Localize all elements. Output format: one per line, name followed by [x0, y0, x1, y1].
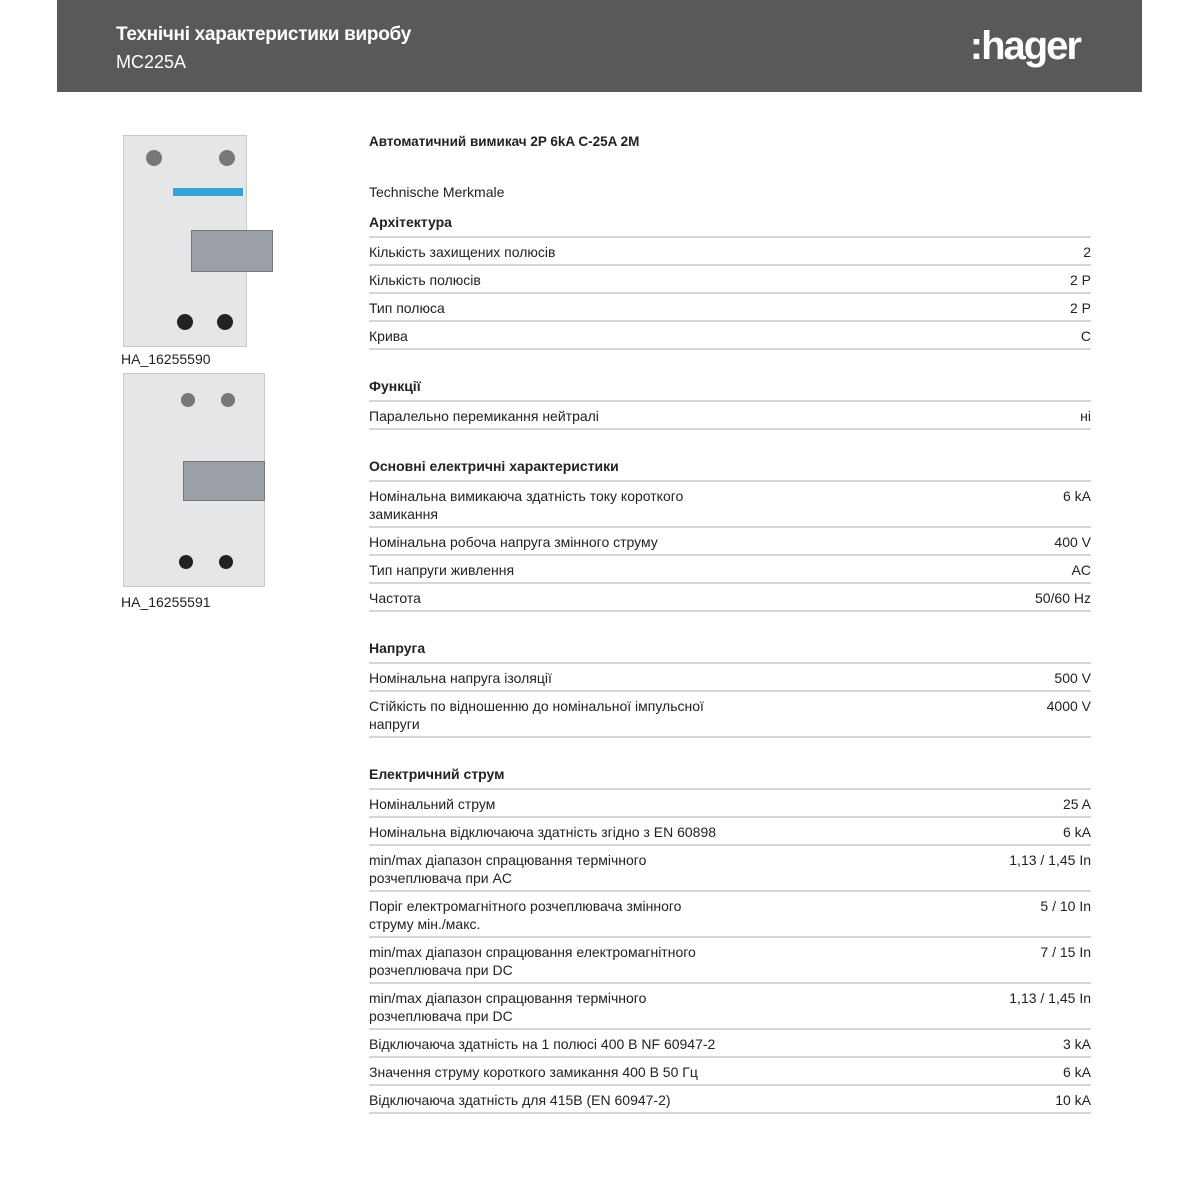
spec-value: 2 P	[1069, 300, 1091, 316]
hager-logo: :hager	[969, 24, 1080, 68]
spec-label: Тип напруги живлення	[369, 562, 515, 578]
product-image-angle	[121, 373, 271, 588]
spec-value: 1,13 / 1,45 In	[1009, 990, 1091, 1006]
spec-label: Тип полюса	[369, 300, 445, 316]
spec-row	[369, 1030, 1091, 1058]
spec-value: 2 P	[1069, 272, 1091, 288]
spec-value: 3 kA	[1062, 1036, 1091, 1052]
spec-row	[369, 892, 1091, 938]
spec-row	[369, 1086, 1091, 1114]
spec-row	[369, 238, 1091, 266]
spec-label: Значення струму короткого замикання 400 В 50 Гц	[369, 1064, 698, 1080]
spec-row	[369, 584, 1091, 612]
spec-label: Номінальна робоча напруга змінного струму	[369, 534, 658, 550]
spec-row	[369, 692, 1091, 738]
spec-content	[369, 134, 1091, 1114]
spec-row	[369, 294, 1091, 322]
product-code: MC225A	[116, 52, 187, 72]
section-heading: Основні електричні характеристики	[369, 448, 1091, 482]
section-heading: Функції	[369, 368, 1091, 402]
product-image-front	[121, 130, 271, 345]
spec-value: 500 V	[1054, 670, 1091, 686]
spec-label: min/max діапазон спрацювання електромагнітного розчеплювача при DC	[369, 944, 696, 978]
spec-row	[369, 938, 1091, 984]
spec-row	[369, 664, 1091, 692]
spec-row	[369, 818, 1091, 846]
header-bar	[57, 0, 1142, 92]
spec-label: Номінальна напруга ізоляції	[369, 670, 552, 686]
spec-value: 1,13 / 1,45 In	[1009, 852, 1091, 868]
spec-value: 6 kA	[1062, 488, 1091, 504]
header-title: Технічні характеристики виробу	[116, 24, 411, 45]
spec-value: 6 kA	[1062, 824, 1091, 840]
image-caption: HA_16255590	[121, 351, 211, 367]
spec-value: 400 V	[1054, 534, 1091, 550]
spec-value: 50/60 Hz	[1034, 590, 1091, 606]
spec-value: 5 / 10 In	[1040, 898, 1091, 914]
spec-value: AC	[1071, 562, 1091, 578]
spec-value: 4000 V	[1046, 698, 1091, 714]
spec-label: Номінальний струм	[369, 796, 496, 812]
image-caption: HA_16255591	[121, 594, 211, 610]
spec-row	[369, 556, 1091, 584]
subtitle: Technische Merkmale	[369, 184, 505, 200]
section-heading: Електричний струм	[369, 756, 1091, 790]
spec-label: Відключаюча здатність для 415В (EN 60947-2)	[369, 1092, 671, 1108]
section-heading: Напруга	[369, 630, 1091, 664]
spec-label: Відключаюча здатність на 1 полюсі 400 В NF 60947-2	[369, 1036, 716, 1052]
spec-value: ні	[1080, 408, 1091, 424]
spec-label: min/max діапазон спрацювання термічного розчеплювача при AC	[369, 852, 647, 886]
spec-row	[369, 402, 1091, 430]
spec-label: Кількість захищених полюсів	[369, 244, 556, 260]
spec-label: Крива	[369, 328, 408, 344]
spec-label: min/max діапазон спрацювання термічного розчеплювача при DC	[369, 990, 647, 1024]
spec-label: Кількість полюсів	[369, 272, 481, 288]
spec-label: Номінальна вимикаюча здатність току короткого замикання	[369, 488, 684, 522]
spec-label: Поріг електромагнітного розчеплювача змінного струму мін./макс.	[369, 898, 682, 932]
spec-value: 6 kA	[1062, 1064, 1091, 1080]
spec-row	[369, 528, 1091, 556]
spec-row	[369, 266, 1091, 294]
spec-row	[369, 790, 1091, 818]
spec-label: Номінальна відключаюча здатність згідно з EN 60898	[369, 824, 717, 840]
spec-value: C	[1080, 328, 1091, 344]
section-heading: Архітектура	[369, 204, 1091, 238]
product-images	[121, 130, 281, 616]
spec-label: Стійкість по відношенню до номінальної імпульсної напруги	[369, 698, 704, 732]
spec-row	[369, 482, 1091, 528]
spec-label: Паралельно перемикання нейтралі	[369, 408, 599, 424]
spec-row	[369, 984, 1091, 1030]
spec-value: 25 A	[1062, 796, 1091, 812]
product-title: Автоматичний вимикач 2P 6kA C-25A 2M	[369, 134, 640, 149]
spec-row	[369, 846, 1091, 892]
spec-label: Частота	[369, 590, 421, 606]
spec-value: 10 kA	[1055, 1092, 1091, 1108]
spec-row	[369, 1058, 1091, 1086]
spec-row	[369, 322, 1091, 350]
spec-value: 2	[1083, 244, 1091, 260]
spec-value: 7 / 15 In	[1040, 944, 1091, 960]
